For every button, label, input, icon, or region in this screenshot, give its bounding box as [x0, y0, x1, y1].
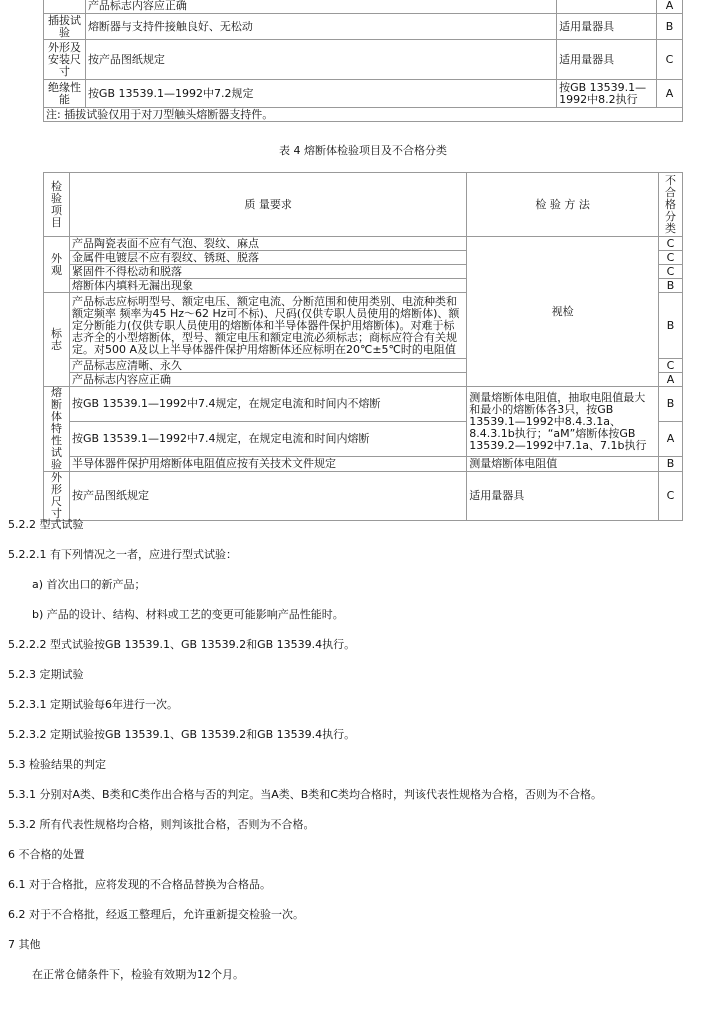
table-row	[44, 80, 683, 108]
header-item: 检验项目	[44, 173, 70, 237]
table-cell: 适用量器具	[557, 40, 657, 80]
inspection-table-3	[43, 0, 683, 122]
table-cell: 产品标志内容应正确	[85, 0, 556, 14]
table-row	[44, 0, 683, 14]
table-cell: 熔断体内填料无漏出现象	[69, 279, 466, 293]
table-row	[44, 14, 683, 40]
grade-cell: C	[658, 251, 682, 265]
grade-cell: B	[658, 457, 682, 472]
clause-5-3-2: 5.3.2 所有代表性规格均合格，则判该批合格，否则为不合格。	[8, 818, 315, 831]
grade-cell: A	[658, 373, 682, 387]
grade-cell: B	[658, 293, 682, 359]
characteristic-method-cell: 测量熔断体电阻值，抽取电阻值最大和最小的熔断体各3只，按GB 13539.1—1992中8.4.3.1a、 8.4.3.1b执行；“aM”熔断体按GB 13539.2—1992中7.1a、7.1b执行	[467, 387, 659, 457]
section-heading-5-3: 5.3 检验结果的判定	[8, 758, 106, 771]
group-dimension: 外形尺寸	[44, 472, 70, 521]
grade-cell: C	[658, 265, 682, 279]
clause-6-1: 6.1 对于合格批，应将发现的不合格品替换为合格品。	[8, 878, 271, 891]
table-cell: 适用量器具	[467, 472, 659, 521]
clause-5-2-3-1: 5.2.3.1 定期试验每6年进行一次。	[8, 698, 178, 711]
inspection-table-4	[43, 172, 683, 521]
grade-cell: B	[657, 14, 683, 40]
clause-6-2: 6.2 对于不合格批，经返工整理后，允许重新提交检验一次。	[8, 908, 304, 921]
table-cell: 测量熔断体电阻值	[467, 457, 659, 472]
table-cell: 按GB 13539.1—1992中7.4规定，在规定电流和时间内不熔断	[69, 387, 466, 422]
table-cell: 插拔试验	[44, 14, 86, 40]
table-row	[44, 40, 683, 80]
table-note: 注: 插拔试验仅用于对刀型触头熔断器支持件。	[44, 108, 683, 122]
paragraph-validity: 在正常仓储条件下，检验有效期为12个月。	[32, 968, 244, 981]
table-cell: 绝缘性能	[44, 80, 86, 108]
table-cell: 按GB 13539.1—1992中7.4规定，在规定电流和时间内熔断	[69, 422, 466, 457]
list-item-b: b) 产品的设计、结构、材料或工艺的变更可能影响产品性能时。	[32, 608, 344, 621]
grade-cell: C	[658, 237, 682, 251]
section-heading-6: 6 不合格的处置	[8, 848, 85, 861]
header-grade: 不合格分类	[658, 173, 682, 237]
section-heading-7: 7 其他	[8, 938, 41, 951]
section-heading-5-2-3: 5.2.3 定期试验	[8, 668, 84, 681]
visual-method-cell: 视检	[467, 237, 659, 387]
table-cell: 适用量器具	[557, 14, 657, 40]
grade-cell: C	[657, 40, 683, 80]
table-header-row	[44, 173, 683, 237]
table-note-row	[44, 108, 683, 122]
clause-5-2-3-2: 5.2.3.2 定期试验按GB 13539.1、GB 13539.2和GB 13539.4执行。	[8, 728, 356, 741]
clause-5-2-2-1: 5.2.2.1 有下列情况之一者，应进行型式试验：	[8, 548, 237, 561]
table-cell: 按产品图纸规定	[69, 472, 466, 521]
grade-cell: C	[658, 359, 682, 373]
table-cell: 产品陶瓷表面不应有气泡、裂纹、麻点	[69, 237, 466, 251]
table-cell: 产品标志内容应正确	[69, 373, 466, 387]
grade-cell: B	[658, 387, 682, 422]
table-cell: 紧固件不得松动和脱落	[69, 265, 466, 279]
table-row	[44, 472, 683, 521]
grade-cell: A	[657, 0, 683, 14]
grade-cell: C	[658, 472, 682, 521]
table-cell: 外形及安装尺寸	[44, 40, 86, 80]
clause-5-2-2-2: 5.2.2.2 型式试验按GB 13539.1、GB 13539.2和GB 13539.4执行。	[8, 638, 356, 651]
table-cell: 金属件电镀层不应有裂纹、锈斑、脱落	[69, 251, 466, 265]
table-cell: 按产品图纸规定	[85, 40, 556, 80]
table-4-caption: 表 4 熔断体检验项目及不合格分类	[279, 144, 447, 157]
table-cell: 熔断器与支持件接触良好、无松动	[85, 14, 556, 40]
table-cell: 按GB 13539.1—1992中7.2规定	[85, 80, 556, 108]
header-requirement: 质 量要求	[69, 173, 466, 237]
section-heading-5-2-2: 5.2.2 型式试验	[8, 518, 84, 531]
grade-cell: B	[658, 279, 682, 293]
table-row	[44, 237, 683, 251]
table-cell	[557, 0, 657, 14]
group-appearance: 外观	[44, 237, 70, 293]
list-item-a: a) 首次出口的新产品；	[32, 578, 146, 591]
table-cell: 半导体器件保护用熔断体电阻值应按有关技术文件规定	[69, 457, 466, 472]
table-cell: 产品标志应清晰、永久	[69, 359, 466, 373]
clause-5-3-1: 5.3.1 分别对A类、B类和C类作出合格与否的判定。当A类、B类和C类均合格时，判该代表性规格为合格，否则为不合格。	[8, 788, 602, 801]
table-row	[44, 387, 683, 422]
header-method: 检 验 方 法	[467, 173, 659, 237]
group-marking: 标志	[44, 293, 70, 387]
grade-cell: A	[657, 80, 683, 108]
table-cell: 产品标志应标明型号、额定电压、额定电流、分断范围和使用类别、电流种类和额定频率 频率为45 Hz～62 Hz可不标)、尺码(仅供专职人员使用的熔断体)、额定分断能力(仅供专职人员使用的熔断体和半导体器件保护用熔断体)。对难于标志齐全的小型熔断体，型号、额定电压和额定电流必须标志；商标应符合有关规定。对500 A及以上半导体器件保护用熔断体还应标明在20℃±5℃时的电阻值	[69, 293, 466, 359]
group-fuse-characteristics: 熔断体特性试验	[44, 387, 70, 472]
table-cell: 按GB 13539.1—1992中8.2执行	[557, 80, 657, 108]
table-cell	[44, 0, 86, 14]
grade-cell: A	[658, 422, 682, 457]
table-row	[44, 457, 683, 472]
